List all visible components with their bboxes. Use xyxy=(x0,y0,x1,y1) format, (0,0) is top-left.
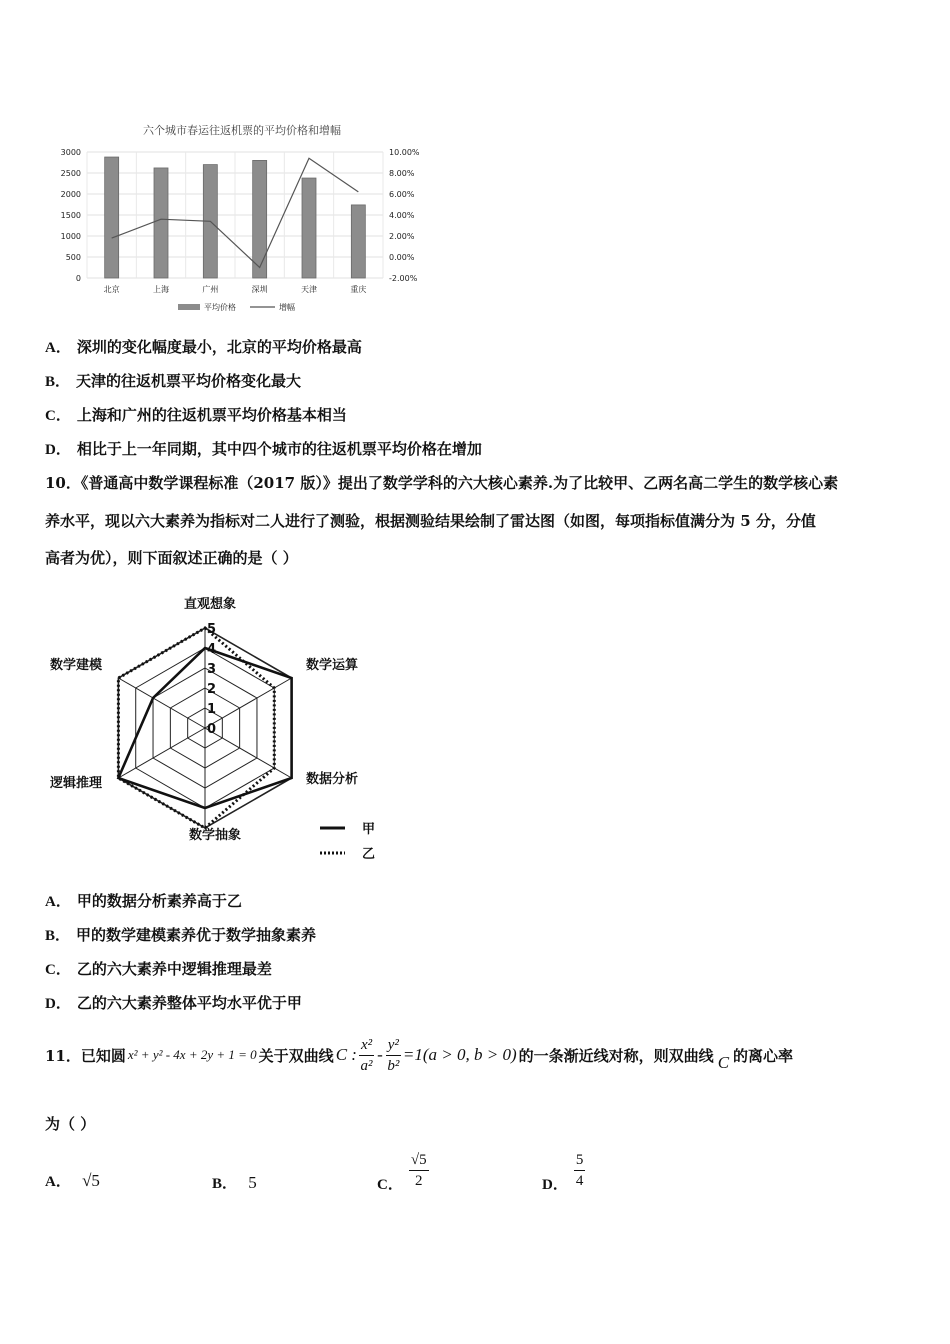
radar-axis-label: 直观想象 xyxy=(183,597,237,612)
option-text: 上海和广州的往返机票平均价格基本相当 xyxy=(76,406,347,424)
option-text: 相比于上一年同期，其中四个城市的往返机票平均价格在增加 xyxy=(76,440,482,458)
denominator: 4 xyxy=(575,1173,584,1189)
option-label: C． xyxy=(377,1177,403,1193)
curve-c: C xyxy=(717,1053,730,1072)
category-label: 天津 xyxy=(301,285,317,294)
fraction-y2-b2 xyxy=(386,1035,401,1076)
numerator: x² xyxy=(359,1035,374,1056)
category-label: 上海 xyxy=(153,285,169,294)
radar-scale-label: 3 xyxy=(207,662,217,677)
radar-spoke xyxy=(205,678,292,728)
category-label: 北京 xyxy=(103,285,120,294)
radar-axis-label: 数学抽象 xyxy=(188,828,242,843)
radar-scale-label: 2 xyxy=(207,682,217,697)
radar-legend xyxy=(320,822,375,862)
q9-option-c[interactable] xyxy=(45,404,347,425)
q11-option-b[interactable] xyxy=(212,1172,257,1193)
option-label: A． xyxy=(45,340,71,356)
q10-option-d[interactable] xyxy=(45,992,302,1013)
q11-end: 的离心率 xyxy=(733,1046,794,1065)
radar-scale-label: 0 xyxy=(207,722,217,737)
radar-axis-label: 数据分析 xyxy=(306,772,359,787)
radar-axis-label: 逻辑推理 xyxy=(50,776,103,791)
q11-mid: 关于双曲线 xyxy=(258,1046,334,1065)
radar-spoke xyxy=(118,678,205,728)
option-value: 5 xyxy=(248,1173,257,1192)
q9-option-a[interactable] xyxy=(45,336,362,357)
left-axis-tick-label: 1000 xyxy=(60,232,81,241)
option-label: A． xyxy=(45,1174,71,1190)
left-axis-tick-label: 500 xyxy=(65,253,81,262)
legend-bar-label: 平均价格 xyxy=(204,303,236,312)
q10-option-a[interactable] xyxy=(45,890,242,911)
radar-scale-label: 5 xyxy=(207,622,217,637)
option-fraction xyxy=(574,1150,586,1191)
numerator: 5 xyxy=(574,1150,586,1171)
option-fraction xyxy=(409,1150,429,1191)
option-label: C． xyxy=(45,962,71,978)
radar-scale-label: 1 xyxy=(207,702,217,717)
denominator: 2 xyxy=(414,1173,423,1189)
option-label: D． xyxy=(45,442,71,458)
right-axis-tick-label: 8.00% xyxy=(389,169,415,178)
bar-天津 xyxy=(302,178,316,278)
chart-legend xyxy=(178,302,295,312)
left-axis-tick-label: 2500 xyxy=(60,169,81,178)
q11-prefix: 11．已知圆 xyxy=(45,1046,126,1065)
bar-重庆 xyxy=(351,205,365,278)
q9-option-d[interactable] xyxy=(45,438,482,459)
option-text: 甲的数学建模素养优于数学抽象素养 xyxy=(76,926,317,944)
option-text: 乙的六大素养中逻辑推理最差 xyxy=(76,960,272,978)
legend-jia-label: 甲 xyxy=(362,822,376,837)
right-axis-tick-label: 4.00% xyxy=(389,211,415,220)
minus-sign: - xyxy=(377,1045,383,1064)
q11-option-c[interactable] xyxy=(377,1150,429,1191)
option-label: B． xyxy=(45,928,71,944)
right-axis-tick-label: -2.00% xyxy=(389,274,418,283)
numerator: y² xyxy=(386,1035,401,1056)
fraction-x2-a2 xyxy=(359,1035,374,1076)
option-label: D． xyxy=(542,1177,568,1193)
legend-line-label: 增幅 xyxy=(279,303,295,312)
legend-yi-label: 乙 xyxy=(362,847,376,862)
category-label: 重庆 xyxy=(350,285,367,294)
option-text: 天津的往返机票平均价格变化最大 xyxy=(76,372,302,390)
denominator: a² xyxy=(360,1057,373,1074)
legend-bar-swatch xyxy=(178,304,200,310)
q11-option-d[interactable] xyxy=(542,1150,585,1191)
option-text: 甲的数据分析素养高于乙 xyxy=(76,892,242,910)
left-axis-tick-label: 3000 xyxy=(60,148,81,157)
right-axis-tick-label: 0.00% xyxy=(389,253,415,262)
bar-深圳 xyxy=(253,160,267,278)
option-label: D． xyxy=(45,996,71,1012)
bar-上海 xyxy=(154,168,168,278)
q11-option-a[interactable] xyxy=(45,1170,100,1191)
right-axis-tick-label: 2.00% xyxy=(389,232,415,241)
left-axis-tick-label: 0 xyxy=(75,274,81,283)
radar-scale-label: 4 xyxy=(207,642,217,657)
option-label: B． xyxy=(45,374,71,390)
category-label: 广州 xyxy=(202,285,219,294)
option-text: 深圳的变化幅度最小，北京的平均价格最高 xyxy=(76,338,362,356)
q10-stem-line-3: 高者为优），则下面叙述正确的是（ ） xyxy=(45,549,298,567)
option-label: C． xyxy=(45,408,71,424)
category-label: 深圳 xyxy=(251,285,268,294)
q11-stem-line-1 xyxy=(45,1030,793,1080)
q9-option-b[interactable] xyxy=(45,370,301,391)
radar-axis-label: 数学建模 xyxy=(50,658,103,673)
bar-北京 xyxy=(105,157,119,278)
chart-title: 六个城市春运往返机票的平均价格和增幅 xyxy=(143,124,341,137)
q10-stem-line-1: 10．《普通高中数学课程标准（2017 版）》提出了数学学科的六大核心素养.为了比较甲、乙两名高二学生的数学核心素 xyxy=(45,474,839,492)
left-axis-tick-label: 1500 xyxy=(60,211,81,220)
hyperbola-label: C : xyxy=(335,1045,357,1064)
q10-stem-line-2: 养水平，现以六大素养为指标对二人进行了测验，根据测验结果绘制了雷达图（如图，每项指标值满分为 5 分，分值 xyxy=(45,512,816,530)
left-axis-tick-label: 2000 xyxy=(60,190,81,199)
option-label: B． xyxy=(212,1176,238,1192)
q11-suffix: 的一条渐近线对称，则双曲线 xyxy=(518,1046,714,1065)
option-text: 乙的六大素养整体平均水平优于甲 xyxy=(76,994,302,1012)
q10-option-c[interactable] xyxy=(45,958,272,979)
price-growth-chart xyxy=(55,118,435,323)
hyperbola-condition: =1(a > 0, b > 0) xyxy=(402,1045,517,1064)
numerator: √5 xyxy=(409,1150,429,1171)
q10-option-b[interactable] xyxy=(45,924,316,945)
circle-equation: x² + y² - 4x + 2y + 1 = 0 xyxy=(127,1047,257,1062)
option-label: A． xyxy=(45,894,71,910)
denominator: b² xyxy=(387,1057,400,1074)
radar-axis-label: 数学运算 xyxy=(306,658,359,673)
q11-stem-line-2: 为（ ） xyxy=(45,1115,96,1133)
radar-spoke xyxy=(118,728,205,778)
right-axis-tick-label: 10.00% xyxy=(389,148,420,157)
radar-spoke xyxy=(205,728,292,778)
option-value: √5 xyxy=(82,1171,100,1190)
right-axis-tick-label: 6.00% xyxy=(389,190,415,199)
radar-chart xyxy=(40,585,390,870)
